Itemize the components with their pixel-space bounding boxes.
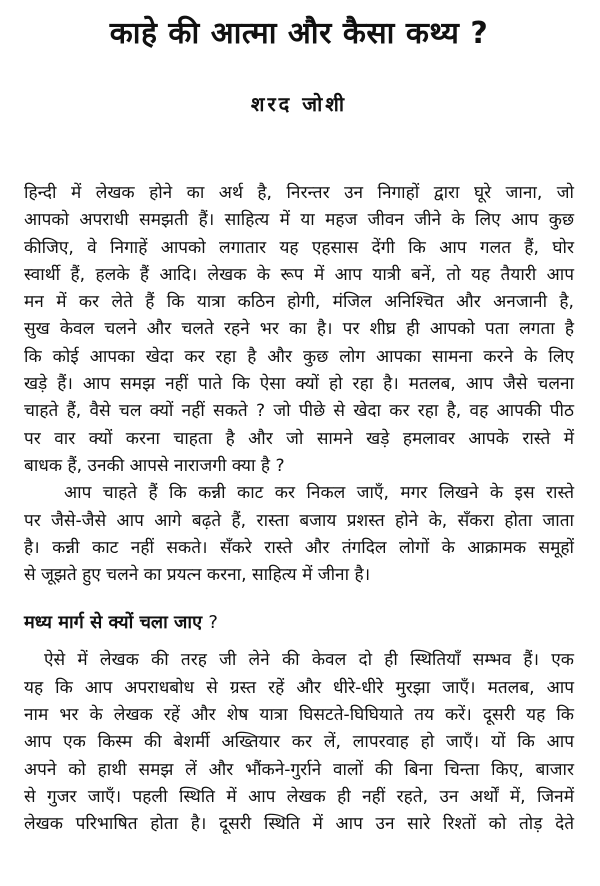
text-line: लेखक परिभाषित होता है। दूसरी स्थिति में आप उन सारे रिश्तों को तोड़ देते (24, 814, 574, 835)
text-line: हिन्दी में लेखक होने का अर्थ है, निरन्तर उन निगाहों द्वारा घूरे जाना, जो (24, 183, 574, 203)
text-line: स्वार्थी हैं, हलके हैं आदि। लेखक के रूप में आप यात्री बनें, तो यह तैयारी आप (24, 264, 574, 285)
text-line: बाधक हैं, उनकी आपसे नाराजगी क्या है ? (24, 455, 285, 476)
text-line: से गुजर जाएँ। पहली स्थिति में आप लेखक ही नहीं रहते, उन अर्थों में, जिनमें (24, 786, 574, 807)
text-line: मन में कर लेते हैं कि यात्रा कठिन होगी, मंजिल अनिश्चित और अनजानी है, (24, 292, 574, 313)
section-heading-text: मध्य मार्ग से क्यों चला जाए (24, 612, 203, 634)
text-line: आप एक किस्म की बेशर्मी अख्तियार कर लें, लापरवाह हो जाएँ। यों कि आप (24, 732, 574, 753)
body-text (24, 180, 574, 839)
text-line: सुख केवल चलने और चलते रहने भर का है। पर शीघ्र ही आपको पता लगता है (24, 319, 574, 340)
text-line: आपको अपराधी समझती हैं। साहित्य में या महज जीवन जीने के लिए आप कुछ (24, 210, 574, 231)
text-line: पर वार क्यों करना चाहता है और जो सामने खड़े हमलावर आपके रास्ते में (24, 428, 574, 449)
text-line: आप चाहते हैं कि कन्नी काट कर निकल जाएँ, मगर लिखने के इस रास्ते (64, 483, 574, 504)
text-line: कि कोई आपका खेदा कर रहा है और कुछ लोग आपका सामना करने के लिए (24, 346, 574, 367)
text-line: यह कि आप अपराधबोध से ग्रस्त रहें और धीरे-धीरे मुरझा जाएँ। मतलब, आप (24, 677, 574, 698)
paragraph-2 (24, 480, 574, 589)
paragraph-1 (24, 180, 574, 480)
text-line: पर जैसे-जैसे आप आगे बढ़ते हैं, रास्ता बजाय प्रशस्त होने के, सँकरा होता जाता (24, 510, 574, 531)
author-name: शरद जोशी (250, 92, 348, 116)
text-line: कीजिए, वे निगाहें आपको लगातार यह एहसास देंगी कि आप गलत हैं, घोर (24, 237, 574, 258)
chapter-title: काहे की आत्मा और कैसा कथ्य ? (109, 16, 489, 51)
text-line: ऐसे में लेखक की तरह जी लेने की केवल दो ही स्थितियाँ सम्भव हैं। एक (44, 650, 574, 671)
text-line: अपने को हाथी समझ लें और भौंकने-गुर्राने वालों की बिना चिन्ता किए, बाजार (24, 759, 574, 780)
text-line: चाहते हैं, वैसे चल क्यों नहीं सकते ? जो पीछे से खेदा कर रहा है, वह आपकी पीठ (24, 401, 574, 422)
text-line: से जूझते हुए चलने का प्रयत्न करना, साहित्य में जीना है। (24, 565, 371, 586)
text-line: है। कन्नी काट नहीं सकते। सँकरे रास्ते और तंगदिल लोगों के आक्रामक समूहों (24, 537, 574, 558)
text-line: नाम भर के लेखक रहें और शेष यात्रा घिसटते-घिघियाते तय करें। दूसरी यह कि (24, 705, 574, 726)
section-heading-mark: ? (208, 612, 218, 634)
section-heading (24, 609, 574, 637)
paragraph-3 (24, 647, 574, 838)
text-line: खड़े हैं। आप समझ नहीं पाते कि ऐसा क्यों हो रहा है। मतलब, आप जैसे चलना (24, 374, 574, 395)
